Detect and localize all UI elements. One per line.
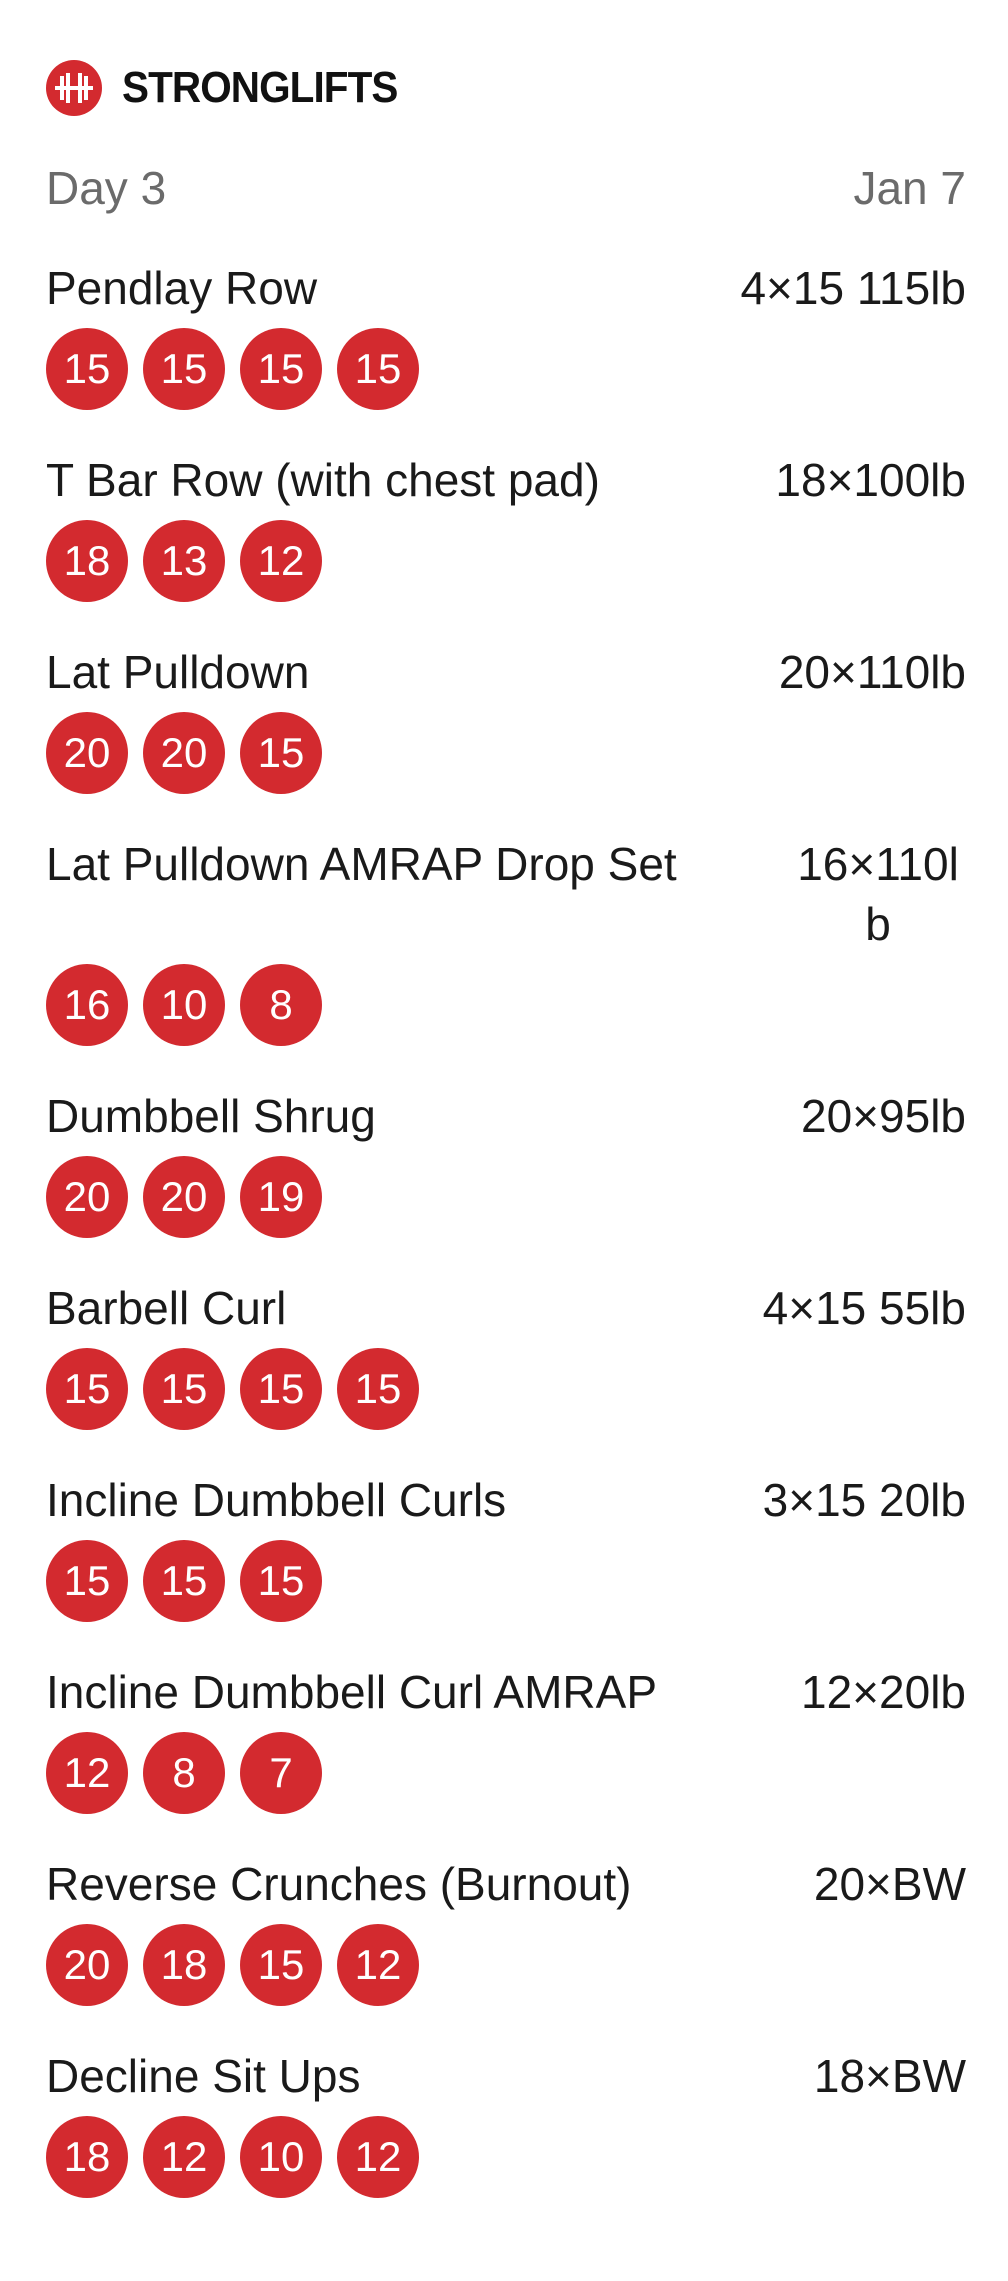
- set-reps-circle[interactable]: 15: [337, 1348, 419, 1430]
- exercise-header: [46, 834, 966, 954]
- set-reps-circle[interactable]: 15: [143, 1540, 225, 1622]
- exercise-name: Pendlay Row: [46, 262, 318, 314]
- set-reps-circle[interactable]: 18: [143, 1924, 225, 2006]
- set-reps-circle[interactable]: 13: [143, 520, 225, 602]
- exercise-summary: 12×20lb: [801, 1666, 966, 1718]
- exercise-summary: 4×15 55lb: [762, 1282, 966, 1334]
- exercise-name: Incline Dumbbell Curls: [46, 1474, 507, 1526]
- set-list: [46, 328, 966, 410]
- set-reps-circle[interactable]: 12: [337, 2116, 419, 2198]
- exercise-name: Barbell Curl: [46, 1282, 287, 1334]
- set-reps-circle[interactable]: 18: [46, 520, 128, 602]
- set-reps-circle[interactable]: 10: [240, 2116, 322, 2198]
- set-reps-circle[interactable]: 15: [240, 328, 322, 410]
- set-reps-circle[interactable]: 18: [46, 2116, 128, 2198]
- exercise-header: [46, 450, 966, 510]
- set-reps-circle[interactable]: 20: [46, 1156, 128, 1238]
- workout-day: Day 3: [46, 162, 167, 214]
- workout-date: Jan 7: [853, 162, 966, 214]
- set-reps-circle[interactable]: 20: [143, 712, 225, 794]
- exercise-header: [46, 1470, 966, 1530]
- exercise-list: [46, 258, 966, 2238]
- app-name: STRONGLIFTS: [122, 63, 398, 112]
- set-reps-circle[interactable]: 12: [143, 2116, 225, 2198]
- workout-header: [46, 160, 966, 216]
- set-reps-circle[interactable]: 15: [46, 1348, 128, 1430]
- set-reps-circle[interactable]: 12: [337, 1924, 419, 2006]
- set-reps-circle[interactable]: 19: [240, 1156, 322, 1238]
- set-reps-circle[interactable]: 15: [143, 1348, 225, 1430]
- set-list: [46, 1732, 966, 1814]
- set-reps-circle[interactable]: 20: [143, 1156, 225, 1238]
- exercise-item[interactable]: [46, 1470, 966, 1622]
- set-reps-circle[interactable]: 20: [46, 1924, 128, 2006]
- exercise-name: Lat Pulldown AMRAP Drop Set: [46, 838, 677, 890]
- set-reps-circle[interactable]: 15: [337, 328, 419, 410]
- set-list: [46, 1540, 966, 1622]
- exercise-summary: 18×BW: [813, 2050, 966, 2102]
- exercise-item[interactable]: [46, 258, 966, 410]
- set-reps-circle[interactable]: 10: [143, 964, 225, 1046]
- exercise-item[interactable]: [46, 1086, 966, 1238]
- exercise-header: [46, 1662, 966, 1722]
- exercise-item[interactable]: [46, 1854, 966, 2006]
- set-reps-circle[interactable]: 15: [143, 328, 225, 410]
- exercise-summary: 4×15 115lb: [740, 262, 966, 314]
- exercise-header: [46, 1086, 966, 1146]
- set-reps-circle[interactable]: 12: [46, 1732, 128, 1814]
- set-reps-circle[interactable]: 12: [240, 520, 322, 602]
- exercise-header: [46, 2046, 966, 2106]
- set-reps-circle[interactable]: 15: [240, 1924, 322, 2006]
- set-reps-circle[interactable]: 8: [143, 1732, 225, 1814]
- set-list: [46, 964, 966, 1046]
- exercise-summary: 20×110lb: [778, 646, 966, 698]
- exercise-item[interactable]: [46, 834, 966, 1046]
- exercise-item[interactable]: [46, 1278, 966, 1430]
- exercise-summary: 3×15 20lb: [762, 1474, 966, 1526]
- exercise-item[interactable]: [46, 2046, 966, 2198]
- set-list: [46, 1348, 966, 1430]
- set-list: [46, 712, 966, 794]
- set-list: [46, 1156, 966, 1238]
- barbell-logo-icon: [46, 60, 102, 116]
- set-list: [46, 2116, 966, 2198]
- exercise-name: Dumbbell Shrug: [46, 1090, 376, 1142]
- exercise-header: [46, 258, 966, 318]
- exercise-header: [46, 1854, 966, 1914]
- set-reps-circle[interactable]: 16: [46, 964, 128, 1046]
- set-list: [46, 520, 966, 602]
- set-reps-circle[interactable]: 15: [240, 712, 322, 794]
- set-reps-circle[interactable]: 15: [240, 1348, 322, 1430]
- exercise-item[interactable]: [46, 1662, 966, 1814]
- exercise-summary: 18×100lb: [775, 454, 966, 506]
- exercise-name: Decline Sit Ups: [46, 2050, 361, 2102]
- set-list: [46, 1924, 966, 2006]
- exercise-summary: 16×110lb: [797, 838, 959, 950]
- set-reps-circle[interactable]: 8: [240, 964, 322, 1046]
- set-reps-circle[interactable]: 7: [240, 1732, 322, 1814]
- set-reps-circle[interactable]: 15: [240, 1540, 322, 1622]
- exercise-item[interactable]: [46, 642, 966, 794]
- set-reps-circle[interactable]: 20: [46, 712, 128, 794]
- exercise-summary: 20×BW: [813, 1858, 966, 1910]
- exercise-name: Incline Dumbbell Curl AMRAP: [46, 1666, 658, 1718]
- set-reps-circle[interactable]: 15: [46, 1540, 128, 1622]
- exercise-header: [46, 1278, 966, 1338]
- set-reps-circle[interactable]: 15: [46, 328, 128, 410]
- exercise-name: Reverse Crunches (Burnout): [46, 1858, 632, 1910]
- exercise-name: T Bar Row (with chest pad): [46, 454, 600, 506]
- exercise-name: Lat Pulldown: [46, 646, 310, 698]
- app-header: [46, 60, 421, 116]
- exercise-header: [46, 642, 966, 702]
- exercise-summary: 20×95lb: [801, 1090, 966, 1142]
- exercise-item[interactable]: [46, 450, 966, 602]
